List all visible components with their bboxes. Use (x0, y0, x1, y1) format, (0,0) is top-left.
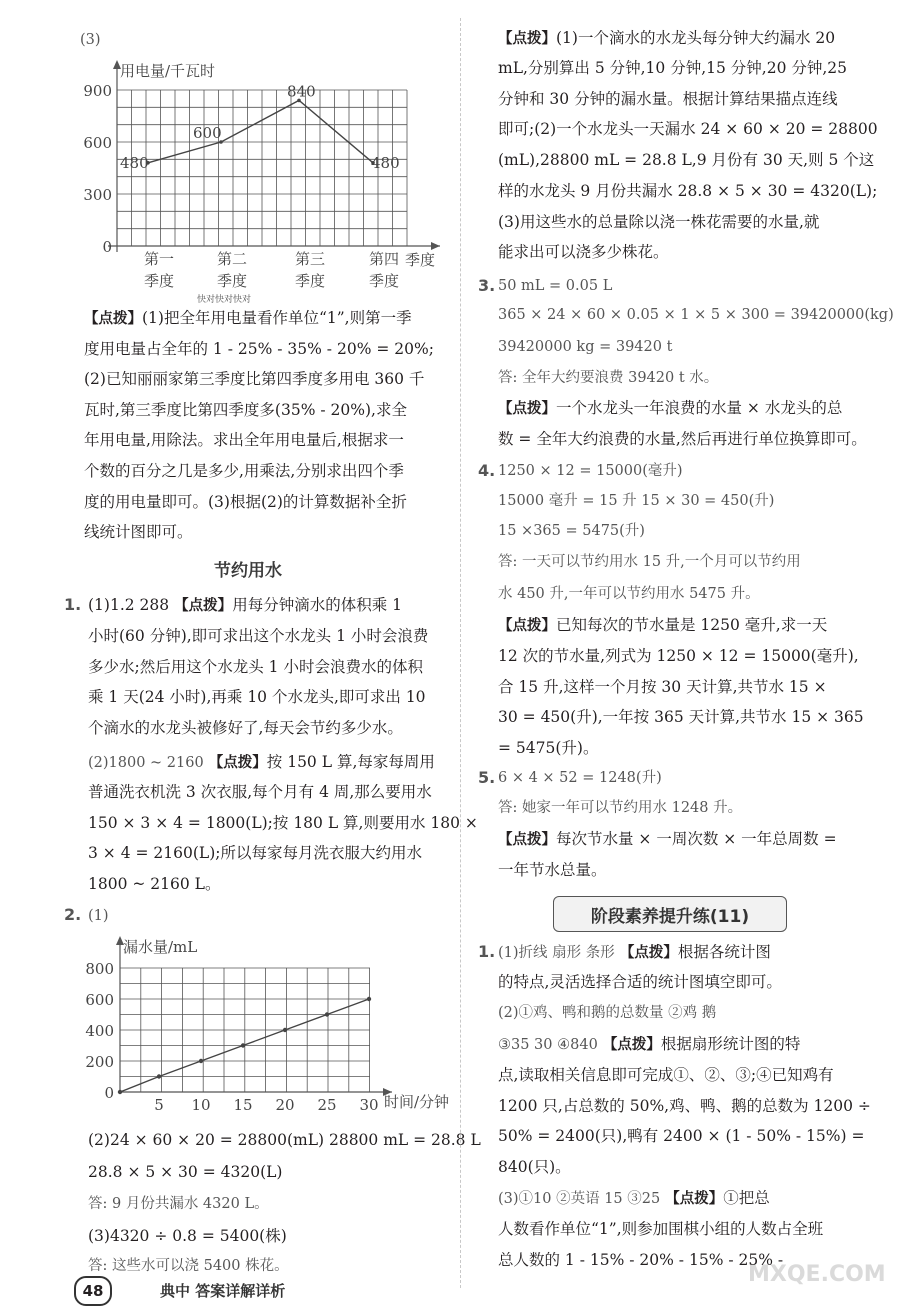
tip-text: 用每分钟滴水的体积乘 1 (232, 596, 402, 614)
y-axis-label: 漏水量/mL (123, 938, 198, 956)
data-point (325, 1012, 329, 1016)
r1-line (498, 28, 835, 49)
data-point (241, 1043, 245, 1047)
s1-line: 点,读取相关信息即可完成①、②、③;④已知鸡有 (498, 1066, 834, 1084)
q4-tip: 12 次的节水量,列式为 1250 × 12 = 15000(毫升), (498, 647, 859, 665)
q2-number: 2. (64, 905, 82, 924)
q5-tip (498, 829, 837, 850)
tip1-line: 瓦时,第三季度比第四季度多(35% - 20%),求全 (84, 400, 407, 419)
tip-tag: 【点拨】 (614, 945, 678, 961)
s1-line (498, 1034, 800, 1055)
q5-tip: 一年节水总量。 (498, 861, 607, 879)
x-tick-label: 10 (191, 1096, 211, 1114)
y-tick-label: 200 (85, 1053, 114, 1071)
q4-tip: 30 = 450(升),一年按 365 天计算,共节水 15 × 365 (498, 708, 864, 726)
tip-tag: 【点拨】 (660, 1191, 724, 1207)
q2-label: (1) (88, 908, 109, 924)
electricity-line-chart (0, 54, 455, 304)
data-label: 600 (193, 124, 222, 142)
q3-tip: 数 = 全年大约浪费的水量,然后再进行单位换算即可。 (498, 430, 867, 448)
tip1-line: (2)已知丽丽家第三季度比第四季度多用电 360 千 (84, 370, 425, 389)
data-point (199, 1059, 203, 1063)
r1-line: 分钟和 30 分钟的漏水量。根据计算结果描点连线 (498, 89, 838, 108)
tip-text: 按 150 L 算,每家每周用 (266, 753, 435, 771)
s1-line: 1200 只,占总数的 50%,鸡、鸭、鹅的总数为 1200 ÷ (498, 1096, 871, 1115)
s1-line: 人数看作单位“1”,则参加围棋小组的人数占全班 (498, 1220, 824, 1238)
r1-line: 样的水龙头 9 月份共漏水 28.8 × 5 × 30 = 4320(L); (498, 181, 878, 200)
r1-line: (mL),28800 mL = 28.8 L,9 月份有 30 天,则 5 个这 (498, 151, 875, 170)
small-watermark: 快对快对快对 (197, 295, 252, 305)
x-axis-label: 时间/分钟 (384, 1093, 450, 1111)
q4-tip: = 5475(升)。 (498, 738, 599, 757)
r1-line: 即可;(2)一个水龙头一天漏水 24 × 60 × 20 = 28800 (498, 120, 878, 139)
x-tick-label: 第二 (216, 250, 248, 268)
s1-line: 840(只)。 (498, 1157, 571, 1176)
y-axis-label: 用电量/千瓦时 (120, 62, 216, 80)
s1-line: (2)①鸡、鸭和鹅的总数量 ②鸡 鹅 (498, 1005, 717, 1021)
q4-tip: 合 15 升,这样一个月按 30 天计算,共节水 15 × (498, 677, 827, 696)
y-tick-label: 0 (102, 238, 112, 256)
q3-line: 50 mL = 0.05 L (498, 278, 613, 294)
tip1-line: 度的用电量即可。(3)根据(2)的计算数据补全折 (84, 492, 407, 511)
s1-line: 50% = 2400(只),鸭有 2400 × (1 - 50% - 15%) = (498, 1127, 865, 1145)
tip-tag: 【点拨】 (498, 401, 556, 417)
page-number: 48 (74, 1276, 112, 1306)
tip-tag: 【点拨】 (203, 755, 267, 771)
data-label: 480 (371, 153, 400, 172)
q4-line: 15 ×365 = 5475(升) (498, 523, 645, 539)
q3-line: 365 × 24 × 60 × 0.05 × 1 × 5 × 300 = 39420000(kg) (498, 307, 894, 323)
data-point (118, 1090, 122, 1094)
q3-line: 答: 全年大约要浪费 39420 t 水。 (498, 370, 719, 386)
data-point (157, 1074, 161, 1078)
x-tick-label: 第三 (294, 250, 326, 268)
y-tick-label: 600 (83, 134, 112, 152)
leak-line-chart (0, 930, 455, 1120)
tip-tag: 【点拨】 (498, 832, 556, 848)
r1-line: 能求出可以浇多少株花。 (498, 243, 669, 262)
tip-tag: 【点拨】 (498, 618, 556, 634)
q1-line: 乘 1 天(24 小时),再乘 10 个水龙头,即可求出 10 (88, 688, 426, 706)
x-tick-label: 15 (233, 1096, 253, 1114)
q1-line: 个滴水的水龙头被修好了,每天会节约多少水。 (88, 718, 403, 737)
r1-line: mL,分别算出 5 分钟,10 分钟,15 分钟,20 分钟,25 (498, 59, 848, 77)
x-tick-label: 5 (154, 1096, 164, 1114)
q3-tip (498, 398, 842, 419)
tip-tag: 【点拨】 (169, 598, 233, 614)
q2-line: 28.8 × 5 × 30 = 4320(L) (88, 1163, 283, 1181)
column-divider (460, 18, 461, 1288)
q1-line: 多少水;然后用这个水龙头 1 小时会浪费水的体积 (88, 657, 423, 676)
q4-tip (498, 615, 827, 636)
q1-part2 (88, 752, 435, 773)
section-title: 节约用水 (214, 561, 282, 581)
s1-line: 的特点,灵活选择合适的统计图填空即可。 (498, 973, 782, 991)
data-label: 480 (120, 153, 149, 172)
tip-tag: 【点拨】 (597, 1037, 661, 1053)
x-tick-label: 季度 (216, 272, 248, 290)
q4-line: 答: 一天可以节约用水 15 升,一个月可以节约用 (498, 554, 801, 570)
tip1-line: 年用电量,用除法。求出全年用电量后,根据求一 (84, 431, 404, 450)
q5-line: 6 × 4 × 52 = 1248(升) (498, 770, 662, 786)
q4-line: 水 450 升,一年可以节约用水 5475 升。 (498, 586, 760, 602)
tip-text: 根据各统计图 (677, 943, 771, 961)
tip1-line: 线统计图即可。 (84, 523, 193, 542)
x-tick-label: 季度 (368, 272, 400, 290)
footer-brand: 典中 答案详解详析 (160, 1282, 286, 1300)
data-label: 840 (287, 82, 316, 101)
q2-line: (2)24 × 60 × 20 = 28800(mL) 28800 mL = 28.8 L (88, 1131, 481, 1149)
y-tick-label: 600 (85, 991, 114, 1009)
q2-line: 答: 9 月份共漏水 4320 L。 (88, 1196, 269, 1212)
q4-line: 1250 × 12 = 15000(毫升) (498, 463, 683, 479)
tip-text: 每次节水量 × 一周次数 × 一年总周数 = (556, 830, 837, 848)
tip-text: 一个水龙头一年浪费的水量 × 水龙头的总 (556, 399, 843, 417)
tip-text: (1)一个滴水的水龙头每分钟大约漏水 20 (556, 29, 836, 47)
site-watermark: MXQE.COM (748, 1262, 886, 1287)
q1-answer: (1)1.2 288 (88, 596, 170, 614)
tip1-line (84, 308, 412, 329)
tip-tag: 【点拨】 (498, 31, 556, 47)
q3-line: 39420000 kg = 39420 t (498, 339, 673, 355)
tip1-line: 个数的百分之几是多少,用乘法,分别求出四个季 (84, 462, 404, 480)
s1-number: 1. (478, 942, 496, 961)
tip-tag: 【点拨】 (84, 311, 142, 327)
q1-line (88, 595, 402, 616)
s1-answer: (3)①10 ②英语 15 ③25 (498, 1191, 661, 1207)
tip1-line: 度用电量占全年的 1 - 25% - 35% - 20% = 20%; (84, 339, 434, 358)
x-axis-label: 季度 (405, 251, 436, 269)
x-tick-label: 20 (275, 1096, 295, 1114)
y-tick-label: 400 (85, 1022, 114, 1040)
y-tick-label: 800 (85, 960, 114, 978)
q1-line: 小时(60 分钟),即可求出这个水龙头 1 小时会浪费 (88, 627, 429, 645)
data-point (283, 1028, 287, 1032)
y-tick-label: 300 (83, 186, 112, 204)
tip-text: (1)把全年用电量看作单位“1”,则第一季 (142, 309, 412, 327)
s1-line: 总人数的 1 - 15% - 20% - 15% - 25% - (498, 1250, 784, 1269)
q1-number: 1. (64, 595, 82, 614)
q2-line: (3)4320 ÷ 0.8 = 5400(株) (88, 1227, 287, 1245)
s1-line (498, 942, 771, 963)
series-line (148, 100, 373, 162)
tip-text: 根据扇形统计图的特 (660, 1035, 801, 1053)
x-tick-label: 25 (317, 1096, 337, 1114)
x-tick-label: 第四 (368, 250, 400, 268)
q1-line: 1800 ~ 2160 L。 (88, 874, 221, 893)
y-tick-label: 0 (104, 1084, 114, 1102)
q1-line: 3 × 4 = 2160(L);所以每家每月洗衣服大约用水 (88, 844, 422, 862)
q5-number: 5. (478, 768, 496, 787)
x-tick-label: 季度 (294, 272, 326, 290)
r1-line: (3)用这些水的总量除以浇一株花需要的水量,就 (498, 212, 820, 231)
q4-line: 15000 毫升 = 15 升 15 × 30 = 450(升) (498, 493, 775, 509)
q3-number: 3. (478, 276, 496, 295)
data-point (367, 997, 371, 1001)
q4-number: 4. (478, 461, 496, 480)
y-tick-label: 900 (83, 82, 112, 100)
x-tick-label: 第一 (143, 250, 175, 268)
q1-line: 150 × 3 × 4 = 1800(L);按 180 L 算,则要用水 180 × (88, 813, 478, 832)
q1-answer: (2)1800 ~ 2160 (88, 755, 204, 771)
s1-answer: ③35 30 ④840 (498, 1037, 598, 1053)
x-tick-label: 季度 (143, 272, 175, 290)
s1-line (498, 1188, 770, 1209)
tip-text: 已知每次的节水量是 1250 毫升,求一天 (556, 616, 828, 634)
q5-line: 答: 她家一年可以节约用水 1248 升。 (498, 800, 743, 816)
tip-text: ①把总 (723, 1189, 770, 1207)
x-tick-label: 30 (359, 1096, 379, 1114)
part3-label: (3) (80, 32, 101, 48)
q2-line: 答: 这些水可以浇 5400 株花。 (88, 1258, 289, 1274)
stage-practice-banner: 阶段素养提升练(11) (553, 896, 787, 932)
q1-line: 普通洗衣机洗 3 次衣服,每个月有 4 周,那么要用水 (88, 783, 432, 801)
s1-answer: (1)折线 扇形 条形 (498, 945, 615, 961)
x-axis-arrow (431, 242, 440, 250)
